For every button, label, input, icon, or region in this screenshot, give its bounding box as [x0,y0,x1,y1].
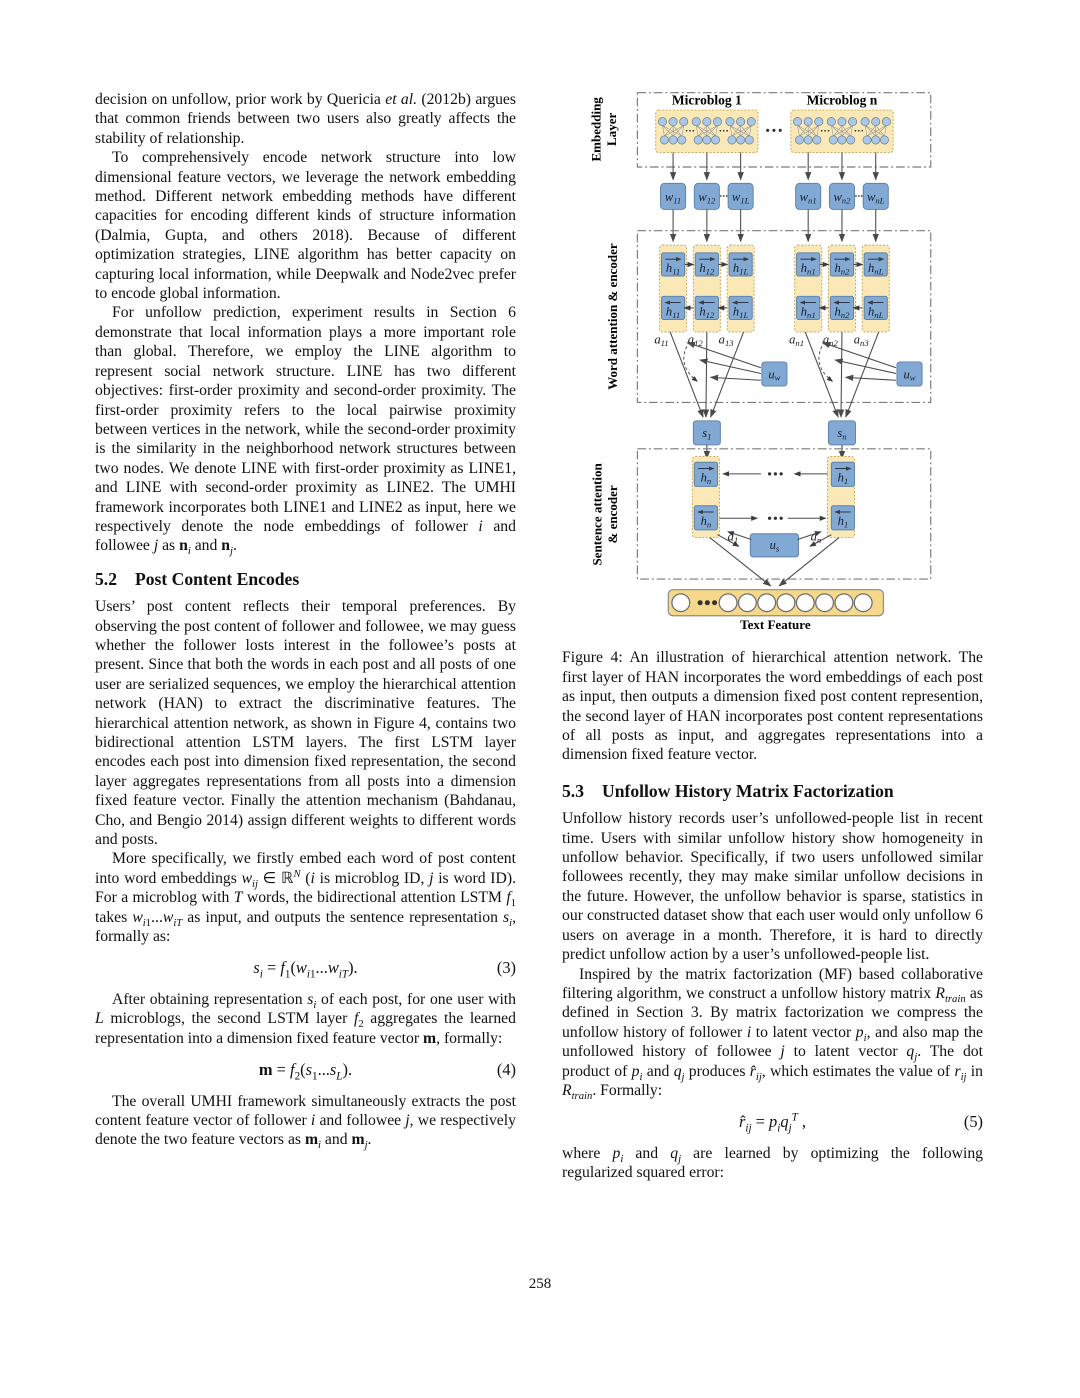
paragraph: Users’ post content reflects their temporal preferences. By observing the post content of follower and followee, we may guess whether the follower losts interest in the followee’s posts at present. Since that both the words in each post and all posts of one user are serialized sequences, we employ the hierarchical attention network (HAN) to extract the discriminative features. The hierarchical attention network, as shown in Figure 4, contains two bidirectional attention LSTM layers. The first LSTM layer encodes each post into dimension fixed representation, the second layer aggregates representations from all posts into a dimension fixed feature vector. Finally the attention mechanism (Bahdanau, Cho, and Bengio 2014) assign different weights to different words and posts. [95,598,516,849]
svg-text:an3: an3 [853,332,869,349]
equation-number: (3) [496,958,516,978]
svg-text:wnL: $w_{nL}$ [866,189,885,206]
svg-text:a12: a12 [687,332,703,349]
paragraph: Unfollow history records user’s unfollowed-people list in recent time. Users with similar unfollow history show homogeneity in unfollow behavior. Specifically, if two users unfollowed similar followees recently, they may make similar unfollow decisions in the future. However, the unfollow behavior is sparse, statistics in our constructed dataset show that each user would only unfollow 6 users on average in a month. Therefore, it is hard to directly predict unfollow action by a user’s unfollowed-people list. [562,810,983,964]
sentence-attention-section [637,449,930,586]
svg-text:Embedding: Embedding [588,97,604,162]
svg-text:h1: h1 [837,514,849,530]
svg-text:h1L: h1L [732,304,749,321]
svg-text:hn2: hn2 [834,261,850,277]
sentence-chain-arrows [719,472,827,520]
svg-text:hn2: hn2 [834,304,850,321]
section-number: 5.3 [562,780,584,801]
svg-text:w11: $w_{11}$ [664,189,682,206]
microblog-n-title: Microblog n [806,92,878,108]
equation-3 [95,958,516,981]
svg-text:w1L: $w_{1L}$ [731,189,750,206]
paragraph: decision on unfollow, prior work by Quericia et al. (2012b) argues that common friends between two users also greatly affects the stability of relationship. [95,91,516,147]
section-number: 5.2 [95,568,117,589]
svg-text:h12: h12 [699,304,715,321]
page-number: 258 [528,1276,552,1292]
svg-text:h11: h11 [665,304,681,321]
svg-text:hnL: hnL [868,261,884,277]
w-to-h-arrows [673,209,876,241]
text-feature-bar [668,590,883,633]
svg-text:us: us [769,538,780,554]
svg-text:wn2: $w_{n2}$ [833,189,851,206]
text-feature-label: Text Feature [740,617,811,633]
equation-number: (5) [963,1112,983,1132]
paragraph: More specifically, we firstly embed each word of post content into word embeddings $w_{ij}$ ∈ ℝ$^N$ (i is microblog ID, j is word ID). For a microblog with T words, the bidirectional attention LSTM $f_1$ takes $w_{i1}...w_{iT}$ as input, and outputs the sentence representation $s_i$, formally as: [95,850,517,946]
word-embedding-nodes [661,183,889,241]
svg-text:hn1: hn1 [800,261,816,277]
svg-text:Word attention & encoder: Word attention & encoder [605,243,621,390]
embedding-layer-section [637,92,930,179]
equation-body: $r̂_{ij} = p_iq_j^T$ , [738,1111,807,1135]
svg-text:h1: h1 [837,470,849,487]
embedding-to-w-arrows [673,153,876,180]
section-title: Post Content Encodes [135,568,300,589]
paragraph: For unfollow prediction, experiment results in Section 6 demonstrate that local information plays a more important role than global. Therefore, we employ the LINE algorithm to represent social network structure. LINE has two different objectives: first-order proximity and second-order proximity. The first-order proximity refers to the local pairwise proximity between vertices in the network, while the second-order proximity is the similarity in the neighborhood network structures between two nodes. We denote LINE with first-order proximity as LINE1, and LINE with second-order proximity as LINE2. The UMHI framework incorporates both LINE1 and LINE2 as input, here we respectively denote the node embeddings of follower i and followee j as $n_i$ and $n_j$. [95,304,516,558]
equation-5 [562,1111,983,1135]
svg-text:a1: a1 [727,529,739,545]
word-attention-weights [654,333,869,348]
microblog-1-title: Microblog 1 [671,92,742,108]
figure-4 [562,84,982,641]
sentence-vectors [693,421,855,459]
equation-number: (4) [496,1060,516,1080]
equation-4 [95,1060,516,1083]
forward-hidden-states [662,253,888,277]
embedding-layer-label [589,97,619,162]
word-attention-section [637,231,930,417]
bilstm-columns [660,245,890,332]
svg-text:h11: h11 [665,261,681,277]
paragraph: After obtaining representation $s_i$ of each post, for one user with L microblogs, the second LSTM layer $f_2$ aggregates the learned representation into a dimension fixed feature vector m, formally: [95,990,517,1047]
svg-text:hn1: hn1 [800,304,816,321]
svg-text:an2: an2 [822,332,838,349]
svg-text:an1: an1 [789,332,805,349]
section-heading-52 [95,570,516,589]
svg-text:a13: a13 [718,332,734,349]
left-column [95,90,516,1150]
svg-text:& encoder: & encoder [605,485,621,544]
svg-text:hnL: hnL [868,304,884,321]
sentence-attention-label [590,462,620,565]
equation-body: $s_i = f_1(w_{i1}...w_{iT})$. [253,958,358,981]
equation-body: $m = f_2(s_1...s_L)$. [258,1060,353,1083]
svg-text:hn: hn [700,470,712,487]
svg-text:hn: hn [700,514,712,530]
paragraph: Inspired by the matrix factorization (MF) based collaborative filtering algorithm, we construct a unfollow history matrix $R_{train}$ as defined in Section 3. By matrix factorization we compress the unfollow history of follower i to latent vector $p_i$, and also map the unfollowed history of followee j to latent vector $q_j$. The dot product of $p_i$ and $q_j$ produces $r̂_{ij}$, which estimates the value of $r_{ij}$ in $R_{train}$. Formally: [562,965,984,1103]
svg-text:h1L: h1L [732,261,749,277]
svg-text:uw: uw [768,367,781,383]
figure-caption: Figure 4: An illustration of hierarchical attention network. The first layer of HAN incorporates the word embeddings of each post as input, then outputs a dimension fixed post content represention, the second layer of HAN incorporates post content representations of all posts as input, and aggregates representations into a dimension fixed feature vector. [562,649,983,764]
right-column [562,84,983,1183]
svg-text:sn: sn [837,426,847,442]
backward-hidden-states [662,296,888,320]
han-diagram [562,84,982,636]
svg-text:w12: $w_{12}$ [698,189,716,206]
section-heading-53 [562,782,983,801]
word-attention-label [605,243,620,390]
svg-text:a11: a11 [654,332,669,349]
svg-text:s1: s1 [702,426,712,442]
paragraph: To comprehensively encode network structure into low dimensional feature vectors, we leverage the network embedding method. Different network embedding methods have different capacities for encoding different kinds of structure information (Dalmia, Gupta, and others 2018). Because of different optimization strategies, LINE algorithm has better capacity on capturing local information, while Deepwalk and Node2vec prefer to encode global information. [95,149,516,303]
svg-text:uw: uw [903,367,916,383]
svg-text:wn1: $w_{n1}$ [799,189,817,206]
svg-text:Sentence attention: Sentence attention [589,463,605,566]
svg-text:h12: h12 [699,261,715,277]
svg-text:Layer: Layer [604,112,620,146]
svg-text:an: an [810,529,822,545]
section-title: Unfollow History Matrix Factorization [602,780,894,801]
paragraph: The overall UMHI framework simultaneously extracts the post content feature vector of follower i and followee j, we respectively denote the two feature vectors as $m_i$ and $m_j$. [95,1092,516,1152]
paragraph: where $p_i$ and $q_j$ are learned by optimizing the following regularized squared error: [562,1144,984,1182]
